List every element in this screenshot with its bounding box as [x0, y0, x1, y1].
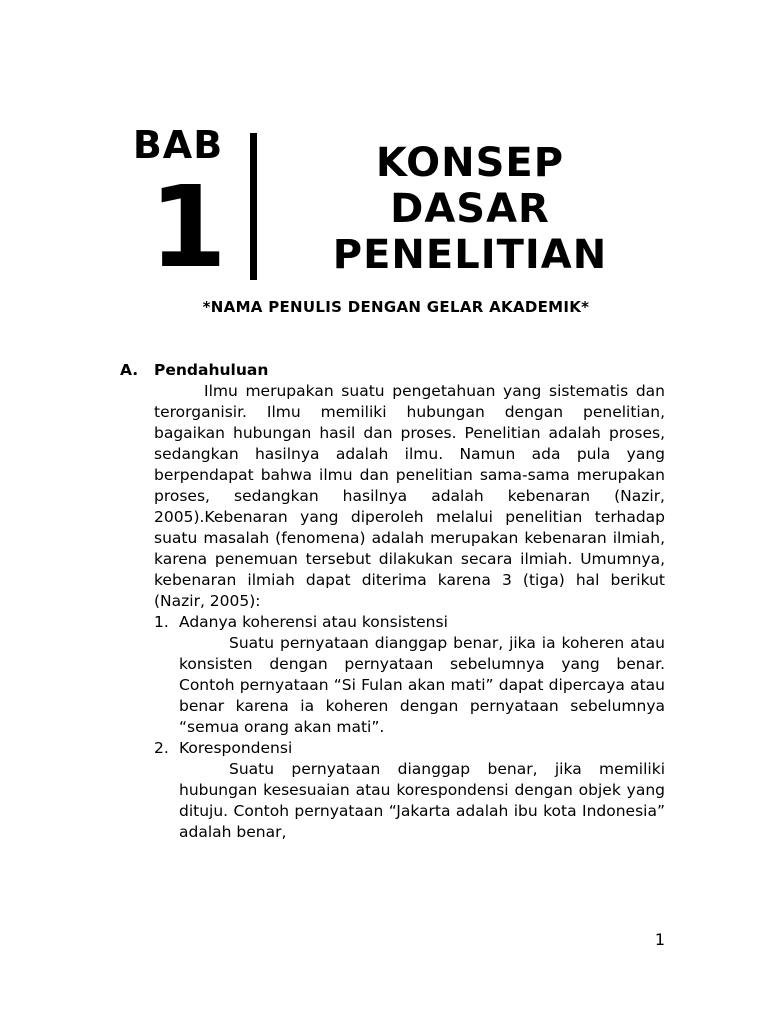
intro-paragraph: Ilmu merupakan suatu pengetahuan yang sistematis dan terorganisir. Ilmu memiliki hubungan dengan penelitian, bagaikan hubungan hasil dan proses. Penelitian adalah proses, sedangkan hasilnya adalah ilmu. Namun ada pula yang berpendapat bahwa ilmu dan penelitian sama-sama merupakan proses, sedangkan hasilnya adalah kebenaran (Nazir, 2005).Kebenaran yang diperoleh melalui penelitian terhadap suatu masalah (fenomena) adalah merupakan kebenaran ilmiah, karena penemuan tersebut dilakukan secara ilmiah. Umumnya, kebenaran ilmiah dapat diterima karena 3 (tiga) hal berikut (Nazir, 2005):	[154, 382, 665, 610]
list-item-2-title: Korespondensi	[179, 739, 293, 757]
chapter-label: BAB	[132, 123, 224, 167]
chapter-number: 1	[149, 163, 227, 293]
section-heading-text: Pendahuluan	[154, 361, 269, 379]
list-item-1-heading	[120, 612, 665, 633]
list-item-1-title: Adanya koherensi atau konsistensi	[179, 613, 448, 631]
body-content	[120, 360, 665, 843]
chapter-title-line-1: KONSEP	[375, 140, 565, 186]
chapter-title	[290, 140, 650, 278]
chapter-divider-rule	[250, 133, 257, 280]
section-marker: A.	[120, 361, 139, 379]
author-line: *NAMA PENULIS DENGAN GELAR AKADEMIK*	[202, 298, 590, 316]
list-item-1-text: Suatu pernyataan dianggap benar, jika ia koheren atau konsisten dengan pernyataan sebelumnya yang benar. Contoh pernyataan “Si Fulan akan mati” dapat dipercaya atau benar karena ia koheren dengan pernyataan sebelumnya “semua orang akan mati”.	[179, 634, 665, 736]
page-number: 1	[654, 930, 665, 949]
chapter-title-line-3: PENELITIAN	[332, 232, 608, 278]
list-marker-2: 2.	[154, 739, 169, 757]
chapter-title-line-2: DASAR	[390, 186, 550, 232]
list-item-2-heading	[120, 738, 665, 759]
list-item-2-text: Suatu pernyataan dianggap benar, jika memiliki hubungan kesesuaian atau korespondensi dengan objek yang dituju. Contoh pernyataan “Jakarta adalah ibu kota Indonesia” adalah benar,	[179, 760, 665, 841]
list-marker-1: 1.	[154, 613, 169, 631]
section-heading	[120, 360, 665, 381]
